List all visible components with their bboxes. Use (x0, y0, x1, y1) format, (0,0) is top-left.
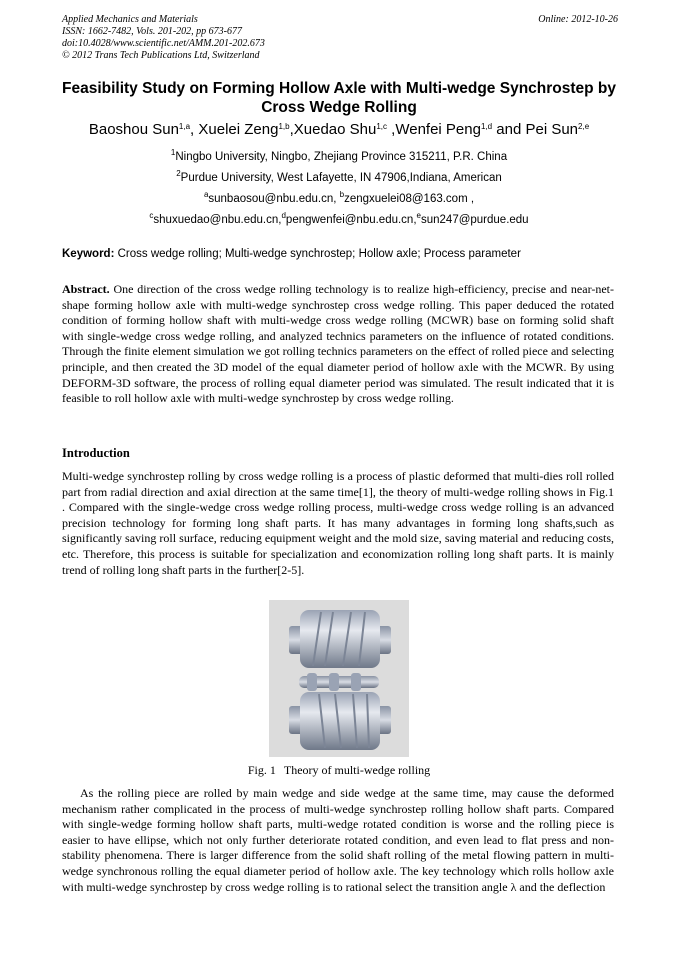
copyright-line: © 2012 Trans Tech Publications Ltd, Switzerland (62, 50, 260, 61)
affiliation-1: $^1$Ningbo University, Ningbo, Zhejiang Province 315211, P.R. China (170, 148, 508, 163)
author-name: Xuedao Shu (293, 121, 377, 138)
journal-header (62, 14, 618, 62)
intro-paragraph-1: Multi-wedge synchrostep rolling by cross wedge rolling is a process of plastic deformed that multi-dies roll rolled part from radial direction and axial direction at the same time[1], the theory of multi-wedge rolling shows in Fig.1 . Compared with the single-wedge cross wedge rolling process, multi-wedge cross wedge rolling is an advanced precision technology for forming long shaft parts. It has many advantages in forming long shafts,such as significantly saving roll surface, reducing equipment weight and the mold size, saving material and reducing costs, etc. Therefore, this process is suitable for specialization and economization rolling long shaft parts. It is mainly trend of rolling long shaft parts in the further[2-5]. (62, 469, 614, 577)
intro-paragraph-2: As the rolling piece are rolled by main wedge and side wedge at the same time, may cause the deformed mechanism rather complicated in the process of multi-wedge synchrostep rolling hollow shaft parts. Compared with single-wedge forming hollow shaft parts, multi-wedge rotated condition is worse and the rolling piece is easier to have ellipse, which not only further deteriorate rotated condition, and even lead to flat press and non-stability phenomena. There is larger difference from the solid shaft rolling of the metal flowing pattern in multi-wedge synchronous rolling the equal diameter period of hollow axle. The key technology which rolls hollow axle with multi-wedge synchrostep by cross wedge rolling is to rational select the transition angle λ and the deflection (62, 786, 614, 894)
paper-title: Feasibility Study on Forming Hollow Axle with Multi-wedge Synchrostep by Cross Wedge Rolling (61, 80, 617, 116)
author-name: Baoshou Sun (88, 121, 179, 138)
keywords (62, 247, 622, 261)
affiliation-2: $^2$Purdue University, West Lafayette, IN 47906,Indiana, American (176, 169, 502, 184)
figure-label: Fig. 1 (247, 763, 276, 777)
abstract-label: Abstract. (62, 282, 110, 296)
email-link[interactable]: sun247@purdue.edu (420, 214, 529, 226)
section-heading-introduction: Introduction (62, 446, 130, 460)
email-line-1: $^a$sunbaosou@nbu.edu.cn, $^b$zengxuelei08@163.com , (203, 190, 475, 205)
abstract (62, 282, 614, 407)
email-link[interactable]: zengxuelei08@163.com , (344, 193, 475, 205)
rolling-dies-illustration (269, 600, 409, 757)
email-link[interactable]: shuxuedao@nbu.edu.cn, (153, 214, 282, 226)
figure-1-caption (0, 763, 678, 778)
email-link[interactable]: sunbaosou@nbu.edu.cn, (208, 193, 340, 205)
author-name: Pei Sun (525, 121, 579, 138)
online-date: Online: 2012-10-26 (538, 14, 618, 25)
doi-line: doi:10.4028/www.scientific.net/AMM.201-202.673 (62, 38, 265, 49)
keyword-text: Cross wedge rolling; Multi-wedge synchrostep; Hollow axle; Process parameter (114, 248, 521, 260)
author-name: Xuelei Zeng (198, 121, 279, 138)
figure-caption-text: Theory of multi-wedge rolling (283, 763, 431, 777)
issn-line: ISSN: 1662-7482, Vols. 201-202, pp 673-677 (62, 26, 242, 37)
journal-name: Applied Mechanics and Materials (62, 14, 198, 25)
author-list: Baoshou Sun$^{1,a}$, Xuelei Zeng$^{1,b}$,Xuedao Shu$^{1,c}$ ,Wenfei Peng$^{1,d}$ and Pei Sun$^{2,e}$ (88, 121, 590, 138)
figure-1-image (269, 600, 409, 757)
abstract-text: One direction of the cross wedge rolling technology is to realize high-efficiency, precise and near-net-shape forming hollow axle with multi-wedge synchrostep cross wedge rolling. This paper deduced the rotated condition of forming hollow shaft with multi-wedge cross wedge rolling (MCWR) base on forming solid shaft with single-wedge cross wedge rolling, and analyzed technics parameters on the influence of rotated conditions. Through the finite element simulation we got rolling technics parameters on the effect of rolled piece and selecting principle, and then created the 3D model of the equal diameter period of hollow axle with the MCWR. By using DEFORM-3D software, the process of rolling equal diameter period was simulated. The result indicated that it is feasible to roll hollow axle with multi-wedge synchrostep by cross wedge rolling. (62, 282, 614, 406)
keyword-label: Keyword: (62, 248, 115, 260)
email-line-2: $^c$shuxuedao@nbu.edu.cn,$^d$pengwenfei@nbu.edu.cn,$^e$sun247@purdue.edu (149, 211, 529, 226)
email-link[interactable]: pengwenfei@nbu.edu.cn, (285, 214, 417, 226)
author-name: Wenfei Peng (395, 121, 481, 138)
